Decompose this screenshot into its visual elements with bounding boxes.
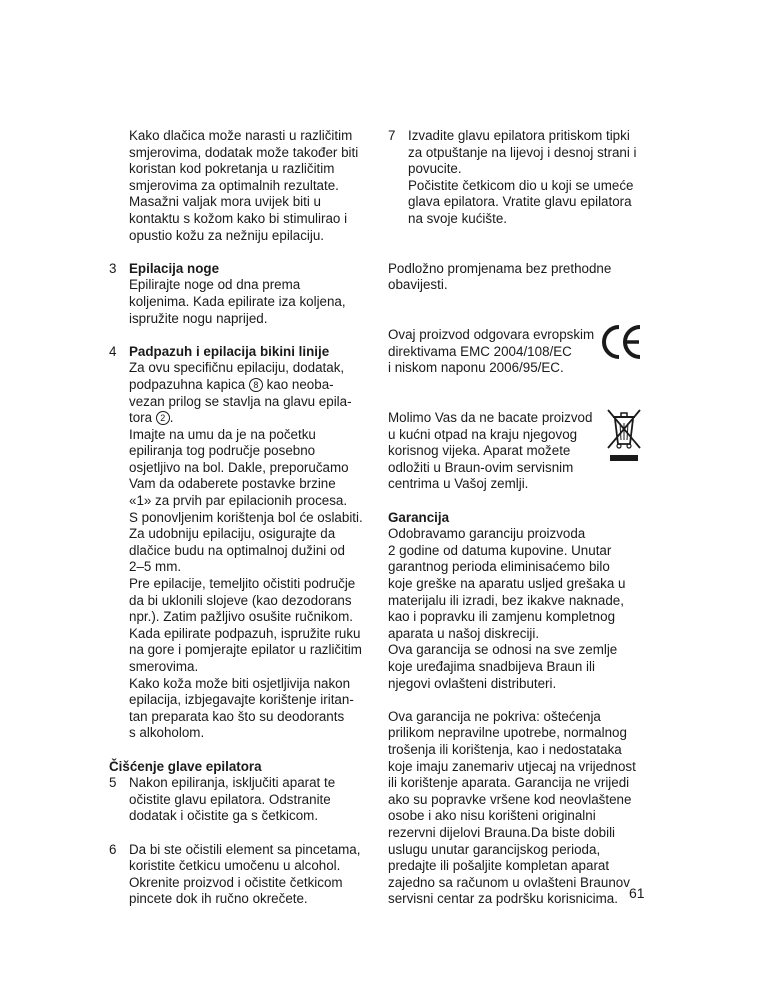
text-line: «1» za prvih par epilacionih procesa. <box>129 493 348 509</box>
text-line: centrima u Vašoj zemlji. <box>388 476 529 492</box>
reference-number-2: 2 <box>156 411 170 425</box>
text-line: Okrenite proizvod i očistite četkicom <box>129 874 343 890</box>
section-heading: Čišćenje glave epilatora <box>109 758 262 774</box>
step-number: 7 <box>388 128 396 143</box>
text-line: pincete dok ih ručno okrečete. <box>129 891 308 907</box>
text-line: Kada epilirate podpazuh, ispružite ruku <box>129 625 361 641</box>
text-line: koje greške na aparatu usljed grešaka u <box>388 576 626 592</box>
text-line: očistite glavu epilatora. Odstranite <box>129 791 331 807</box>
text-line: i niskom naponu 2006/95/EC. <box>388 360 564 376</box>
text-line: koje imaju zanemariv utjecaj na vrijednost <box>388 758 636 774</box>
disposal-notice <box>388 410 650 493</box>
text-line: Podložno promjenama bez prethodne <box>388 260 612 276</box>
text-line: korisnog vijeka. Aparat možete <box>388 443 571 459</box>
text-fragment: . <box>169 410 174 426</box>
text-line: aparata u našoj diskreciji. <box>388 625 540 641</box>
text-line: povucite. <box>408 161 462 177</box>
text-line: materijalu ili izradi, bez ikakve naknade, <box>388 592 624 608</box>
text-line: Kako koža može biti osjetljivija nakon <box>129 675 351 691</box>
text-line: trošenja ili korištenja, kao i nedostataka <box>388 741 622 757</box>
text-line: Za ovu specifičnu epilaciju, dodatak, <box>129 360 345 376</box>
text-line: Molimo Vas da ne bacate proizvod <box>388 410 593 426</box>
text-line <box>129 377 374 394</box>
right-column <box>388 128 650 908</box>
step-5 <box>109 775 374 825</box>
text-line: Za udobniju epilaciju, osigurajte da <box>129 526 336 542</box>
ce-conformity <box>388 327 650 377</box>
intro-paragraph <box>109 128 374 244</box>
text-line: s alkoholom. <box>129 725 205 741</box>
text-line: osjetljivo na bol. Dakle, preporučamo <box>129 459 349 475</box>
text-line: Ovaj proizvod odgovara evropskim <box>388 327 595 343</box>
text-line: u kućni otpad na kraju njegovog <box>388 426 578 442</box>
step-3-leg-epilation <box>109 261 374 327</box>
text-line: Počistite četkicom dio u koji se umeće <box>408 177 634 193</box>
text-line: na svoje kućište. <box>408 210 507 226</box>
text-line: vezan prilog se stavlja na glavu epila- <box>129 393 352 409</box>
step-number: 3 <box>109 260 117 276</box>
step-number: 4 <box>109 343 117 359</box>
text-line: Epilirajte noge od dna prema <box>129 277 301 293</box>
text-line: koristan kod pokretanja u različitim <box>129 161 335 177</box>
text-line: Ova garancija se odnosi na sve zemlje <box>388 642 618 658</box>
text-line: za otpuštanje na lijevoj i desnoj strani i <box>408 144 637 160</box>
text-line: smjerovima, dodatak može također biti <box>129 144 359 160</box>
text-line: Nakon epiliranja, isključiti aparat te <box>129 775 336 791</box>
text-line: glava epilatora. Vratite glavu epilatora <box>408 194 632 210</box>
text-fragment: kao neoba- <box>262 376 334 392</box>
text-line: S ponovljenim korištenja bol će oslabiti. <box>129 509 363 525</box>
text-line: ili korištenje aparata. Garancija ne vrijedi <box>388 775 630 791</box>
section-heading: Garancija <box>388 509 450 525</box>
text-line: npr.). Zatim pažljivo osušite ručnikom. <box>129 609 353 625</box>
text-line: dlačice budu na optimalnoj dužini od <box>129 542 345 558</box>
text-line: Masažni valjak mora uvijek biti u <box>129 194 322 210</box>
text-line: ispružite nogu naprijed. <box>129 310 268 326</box>
text-line: njegovi ovlašteni distributeri. <box>388 675 557 691</box>
reference-number-8: 8 <box>249 378 263 392</box>
step-number: 5 <box>109 775 117 791</box>
text-fragment: podpazuhna kapica <box>129 376 249 392</box>
text-line: ako su popravke vršene kod neovlaštene <box>388 791 632 807</box>
text-line: na gore i pomjerajte epilator u različitim <box>129 642 362 658</box>
text-line: opustio kožu za nežniju epilaciju. <box>129 227 325 243</box>
text-line: 2–5 mm. <box>129 559 182 575</box>
text-line: smerovima. <box>129 659 199 674</box>
text-line: kao i popravku ili zamjenu kompletnog <box>388 609 616 625</box>
text-line: epiliranja tog područje posebno <box>129 443 316 459</box>
step-number: 6 <box>109 841 117 857</box>
text-fragment: tora <box>129 410 156 426</box>
text-line: Imajte na umu da je na početku <box>129 426 316 442</box>
text-line: Kako dlačica može narasti u različitim <box>129 128 353 143</box>
step-7 <box>388 128 650 228</box>
left-column <box>109 128 374 908</box>
text-line: 2 godine od datuma kupovine. Unutar <box>388 542 612 558</box>
text-line: dodatak i očistite ga s četkicom. <box>129 808 319 824</box>
text-line: servisni centar za podršku korisnicima. <box>388 891 618 907</box>
text-line: prilikom nepravilne upotrebe, normalnog <box>388 725 627 741</box>
ce-mark-icon <box>600 323 644 361</box>
cleaning-section <box>109 759 374 908</box>
text-line: tan preparata kao što su deodorants <box>129 708 345 724</box>
text-line: Pre epilacije, temeljito očistiti područje <box>129 576 356 592</box>
text-line: epilacija, izbjegavajte korištenje iritan- <box>129 692 354 708</box>
step-4-underarm-bikini <box>109 344 374 742</box>
text-line: zajedno sa računom u ovlašteni Braunov <box>388 874 630 890</box>
step-title: Epilacija noge <box>129 260 220 276</box>
step-6 <box>109 842 374 908</box>
text-line: smjerovima za optimalnih rezultate. <box>129 177 339 193</box>
text-line: koristite četkicu umočenu u alcohol. <box>129 858 341 874</box>
text-line: Odobravamo garanciju proizvoda <box>388 526 586 542</box>
text-line <box>129 410 374 427</box>
step-title: Padpazuh i epilacija bikini linije <box>129 343 330 359</box>
page-number: 61 <box>629 885 645 901</box>
text-line: osobe i ako nisu korišteni originalni <box>388 808 596 824</box>
text-line: Da bi ste očistili element sa pincetama, <box>129 841 361 857</box>
text-line: direktivama EMC 2004/108/EC <box>388 343 572 359</box>
text-line: rezervni dijelovi Brauna.Da biste dobili <box>388 824 616 840</box>
text-line: koljenima. Kada epilirate iza koljena, <box>129 293 346 309</box>
text-line: garantnog perioda eliminisaćemo bilo <box>388 559 610 575</box>
change-notice <box>388 261 650 294</box>
text-line: uslugu unutar garancijskog perioda, <box>388 841 601 857</box>
text-line: Vam da odaberete postavke brzine <box>129 476 336 492</box>
text-line: kontaktu s kožom kako bi stimulirao i <box>129 210 348 226</box>
text-line: odložiti u Braun-ovim servisnim <box>388 459 574 475</box>
text-line: Izvadite glavu epilatora pritiskom tipki <box>408 128 630 143</box>
text-line: predajte ili pošaljite kompletan aparat <box>388 858 610 874</box>
text-line: Ova garancija ne pokriva: oštećenja <box>388 708 601 724</box>
text-line: koje uređajima snadbijeva Braun ili <box>388 659 595 674</box>
crossed-out-bin-icon <box>604 408 644 468</box>
text-line: obavijesti. <box>388 277 448 293</box>
warranty-section <box>388 510 650 908</box>
text-line: da bi uklonili slojeve (kao dezodorans <box>129 592 352 608</box>
